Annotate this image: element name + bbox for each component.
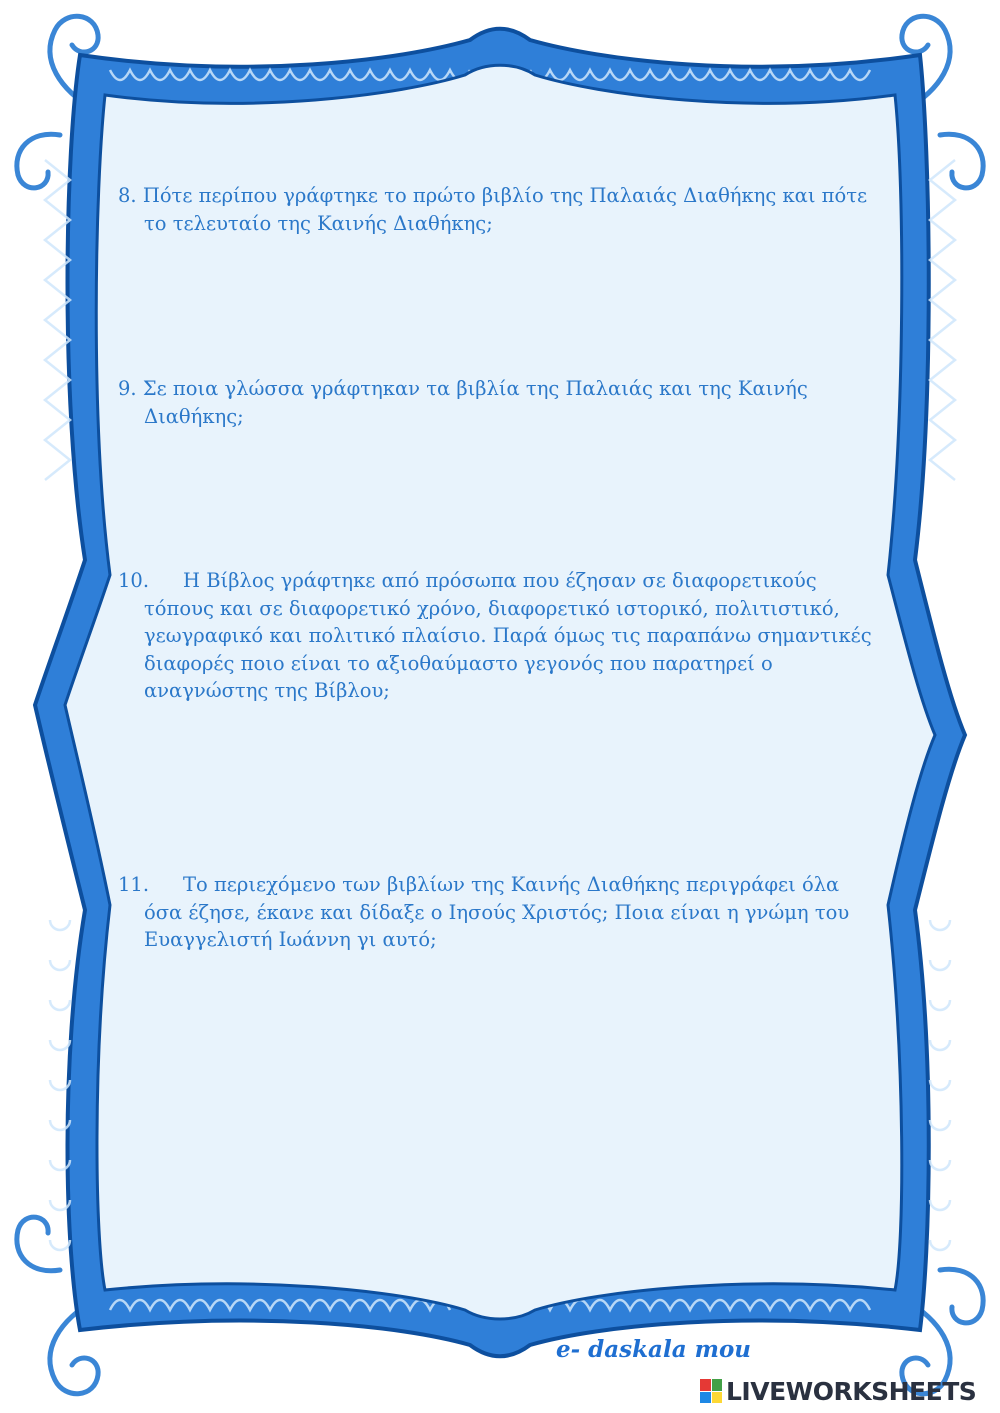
question-11-line-2: όσα έζησε, έκανε και δίδαξε ο Ιησούς Χριστός; Ποια είναι η γνώμη του [144,900,850,924]
question-8-line-1: Πότε περίπου γράφτηκε το πρώτο βιβλίο της Παλαιάς Διαθήκης και πότε [142,184,868,207]
brand-text: LIVEWORKSHEETS [726,1376,977,1406]
liveworksheets-brand[interactable] [700,1376,976,1406]
liveworksheets-logo-icon [700,1379,722,1403]
question-9-line-2: Διαθήκης; [144,404,244,428]
question-9 [118,375,888,430]
question-11-line-1: Το περιεχόμενο των βιβλίων της Καινής Διαθήκης περιγράφει όλα [183,873,840,896]
question-10-line-5: αναγνώστης της Βίβλου; [144,679,390,702]
question-10-line-4: διαφορές ποιο είναι το αξιοθαύμαστο γεγονός που παρατηρεί ο [144,651,773,675]
author-signature: e- daskala mou [556,1336,752,1363]
question-11-number: 11. [118,873,150,896]
question-10-line-2: τόπους και σε διαφορετικό χρόνο, διαφορετικό ιστορικό, πολιτιστικό, [144,596,840,620]
question-9-line-1: Σε ποια γλώσσα γράφτηκαν τα βιβλία της Παλαιάς και της Καινής [142,377,808,400]
question-8-number: 8. [118,184,137,207]
question-8 [118,182,888,237]
question-9-number: 9. [118,377,137,400]
question-10-line-1: Η Βίβλος γράφτηκε από πρόσωπα που έζησαν σε διαφορετικούς [183,569,817,592]
question-10-line-3: γεωγραφικό και πολιτικό πλαίσιο. Παρά όμως τις παραπάνω σημαντικές [144,624,872,647]
question-10-number: 10. [118,569,150,592]
question-8-line-2: το τελευταίο της Καινής Διαθήκης; [144,211,493,235]
question-10 [118,567,888,705]
question-11 [118,871,888,954]
question-11-line-3: Ευαγγελιστή Ιωάννη γι αυτό; [144,928,437,951]
